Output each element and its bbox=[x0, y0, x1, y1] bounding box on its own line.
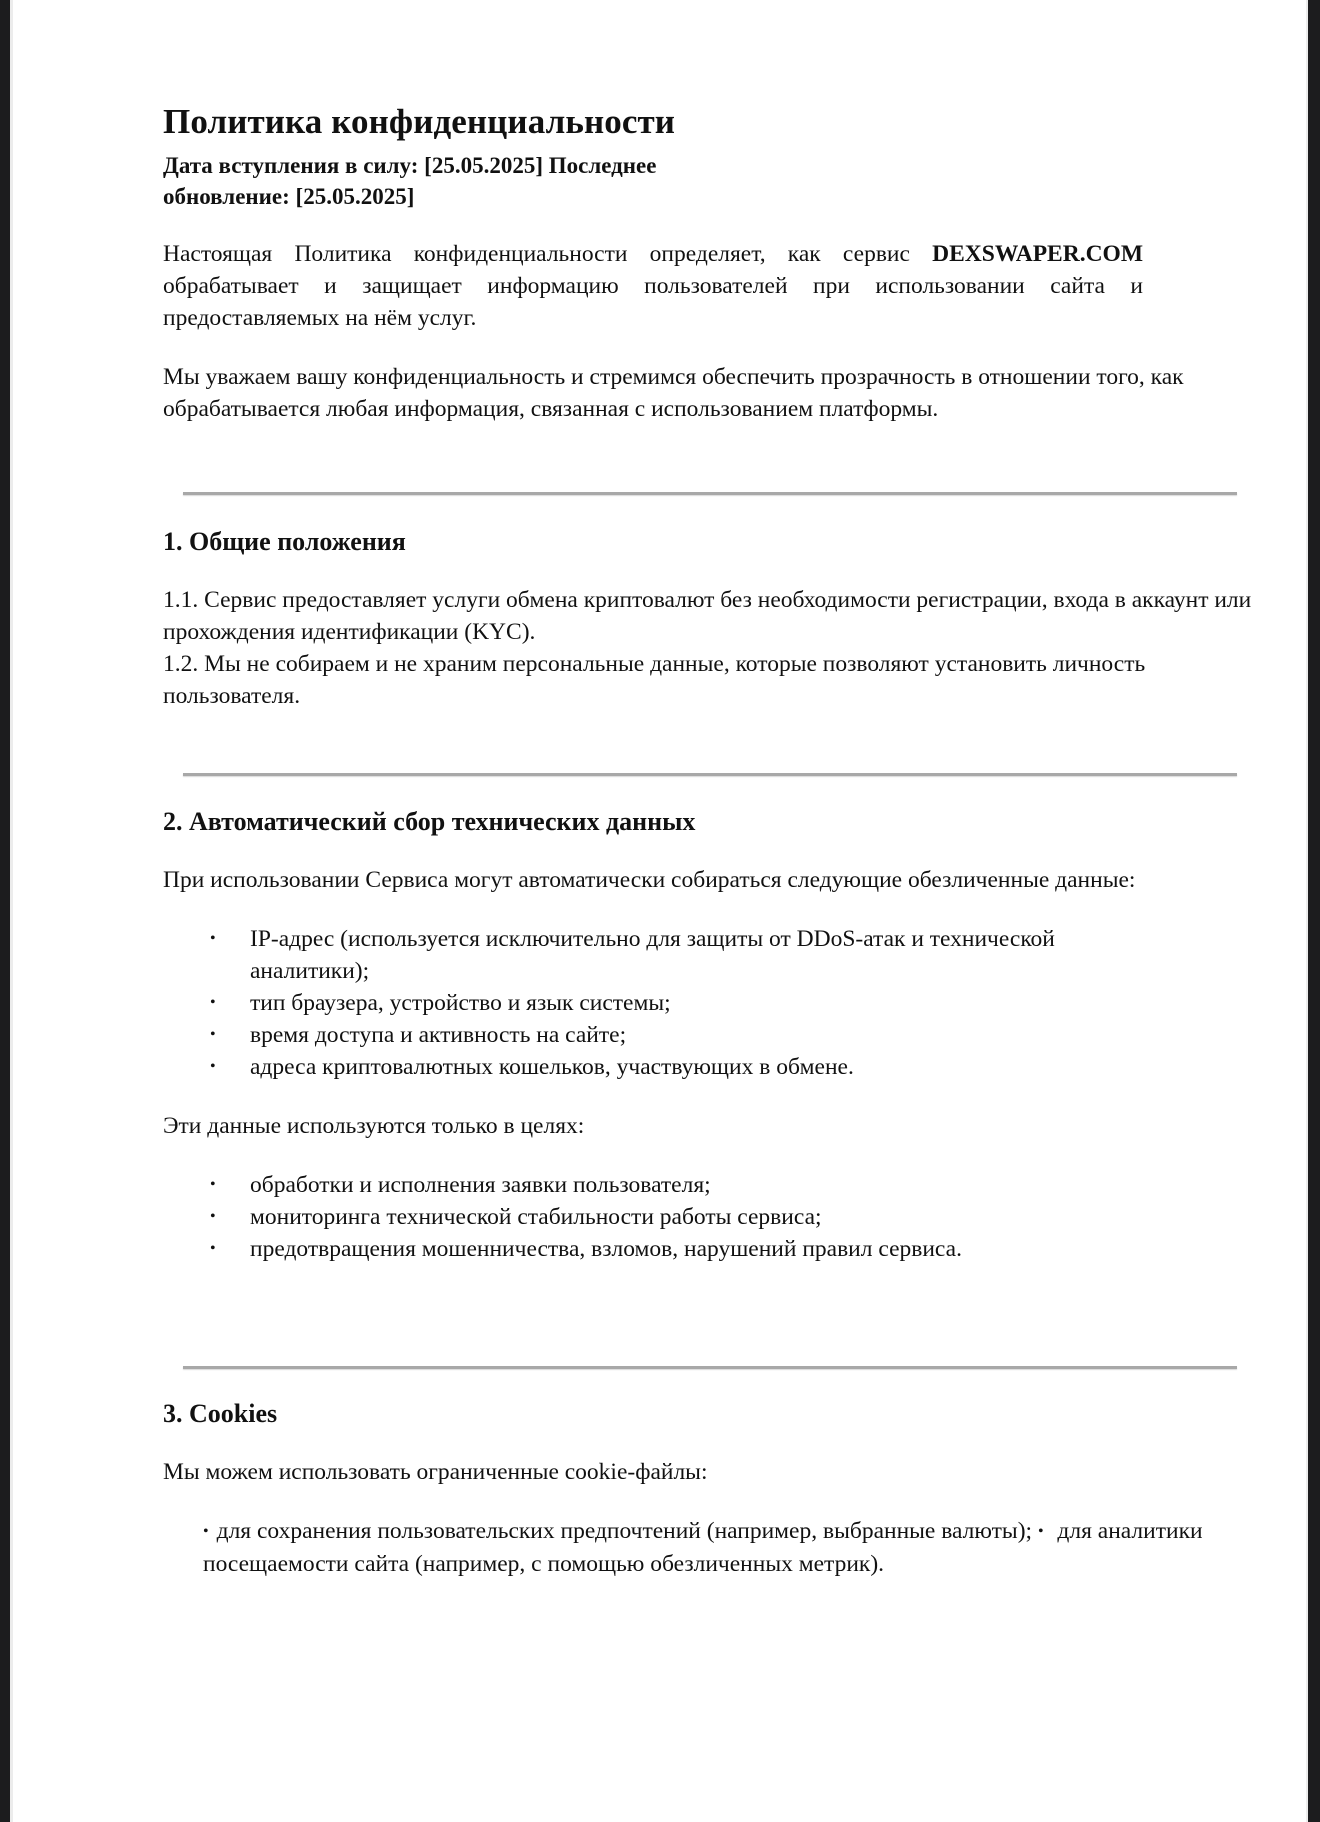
list-item bbox=[163, 1233, 1150, 1265]
section-title-general: 1. Общие положения bbox=[163, 527, 406, 556]
effective-dates: Дата вступления в силу: [25.05.2025] Последнее обновление: [25.05.2025] bbox=[163, 153, 657, 209]
purpose-list bbox=[163, 1169, 1173, 1265]
list-item bbox=[163, 1201, 1150, 1233]
section-general-body bbox=[163, 584, 1253, 712]
list-item-text: адреса криптовалютных кошельков, участвующих в обмене. bbox=[250, 1054, 854, 1080]
bullet-icon: • bbox=[210, 1208, 216, 1225]
list-item-text: тип браузера, устройство и язык системы; bbox=[250, 990, 671, 1016]
bullet-icon: • bbox=[210, 994, 216, 1011]
list-item bbox=[163, 1169, 1150, 1201]
list-item bbox=[163, 923, 1150, 987]
intro-text-start: Настоящая Политика конфиденциальности определяет, как сервис bbox=[163, 241, 910, 267]
document-header bbox=[163, 100, 1184, 425]
clause-1-2: 1.2. Мы не собираем и не храним персональные данные, которые позволяют установить личность пользователя. bbox=[163, 651, 1146, 709]
list-item-text: обработки и исполнения заявки пользователя; bbox=[250, 1172, 711, 1198]
window-edge bbox=[1308, 0, 1320, 1822]
intro-text-end: обрабатывает и защищает информацию пользователей при использовании сайта и предоставляемых на нём услуг. bbox=[163, 273, 1143, 331]
list-item-text: для сохранения пользовательских предпочтений (например, выбранные валюты); bbox=[216, 1518, 1033, 1544]
section-title-tech-data: 2. Автоматический сбор технических данных bbox=[163, 807, 696, 836]
bullet-icon: • bbox=[203, 1523, 209, 1540]
document-page bbox=[10, 0, 1310, 1822]
bullet-icon: • bbox=[210, 930, 216, 947]
list-item-text: мониторинга технической стабильности работы сервиса; bbox=[250, 1204, 822, 1230]
section-tech-data-body bbox=[163, 864, 1173, 1265]
intro-paragraph-2: Мы уважаем вашу конфиденциальность и стремимся обеспечить прозрачность в отношении того, как обрабатывается любая информация, связанная с использованием платформы. bbox=[163, 364, 1184, 422]
tech-data-lead: При использовании Сервиса могут автоматически собираться следующие обезличенные данные: bbox=[163, 867, 1136, 893]
list-item bbox=[163, 987, 1150, 1019]
section-divider bbox=[183, 773, 1237, 776]
list-item bbox=[163, 1051, 1150, 1083]
section-cookies-body bbox=[163, 1456, 1263, 1488]
purpose-lead: Эти данные используются только в целях: bbox=[163, 1113, 585, 1139]
bullet-icon: • bbox=[1037, 1523, 1044, 1540]
list-item-text: предотвращения мошенничества, взломов, нарушений правил сервиса. bbox=[250, 1236, 962, 1262]
section-divider bbox=[183, 1366, 1237, 1369]
page-title: Политика конфиденциальности bbox=[163, 102, 676, 141]
intro-paragraph-1 bbox=[163, 238, 1143, 334]
list-item-text: время доступа и активность на сайте; bbox=[250, 1022, 627, 1048]
bullet-icon: • bbox=[210, 1058, 216, 1075]
clause-1-1: 1.1. Сервис предоставляет услуги обмена криптовалют без необходимости регистрации, входа в аккаунт или прохождения идентификации (KYC). bbox=[163, 587, 1252, 645]
list-item bbox=[163, 1019, 1150, 1051]
bullet-icon: • bbox=[210, 1176, 216, 1193]
section-divider bbox=[183, 492, 1237, 495]
bullet-icon: • bbox=[210, 1026, 216, 1043]
cookies-list bbox=[203, 1515, 1203, 1580]
tech-data-list bbox=[163, 923, 1173, 1083]
cookies-lead: Мы можем использовать ограниченные cookie-файлы: bbox=[163, 1459, 708, 1485]
bullet-icon: • bbox=[210, 1240, 216, 1257]
brand-name: DEXSWAPER.COM bbox=[932, 241, 1143, 267]
list-item-text: IP-адрес (используется исключительно для защиты от DDoS-атак и технической аналитики); bbox=[250, 926, 1055, 984]
list-item-text: для аналитики посещаемости сайта (например, с помощью обезличенных метрик). bbox=[203, 1518, 1203, 1577]
cookies-items bbox=[203, 1515, 1203, 1580]
section-title-cookies: 3. Cookies bbox=[163, 1399, 278, 1428]
